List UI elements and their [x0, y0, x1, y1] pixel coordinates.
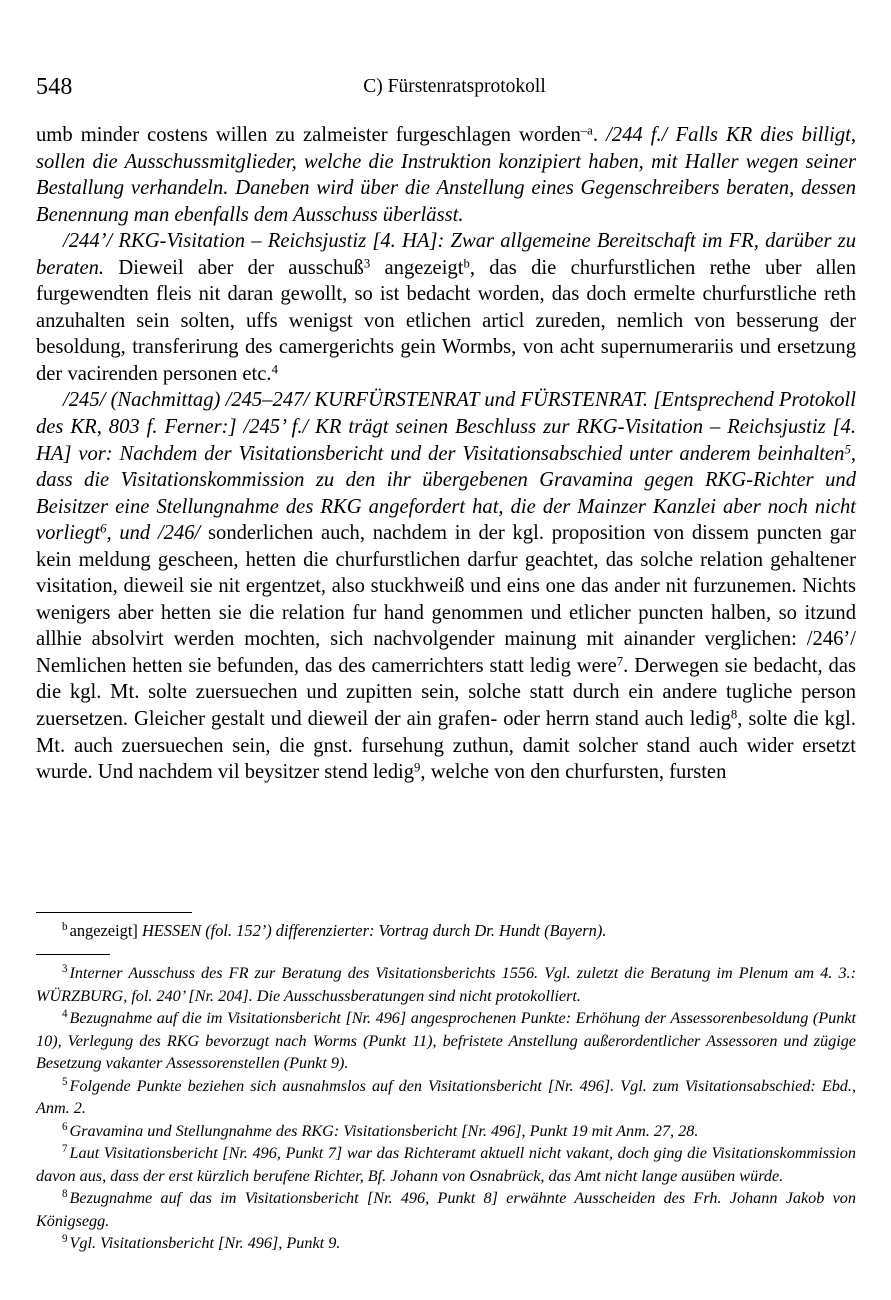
apparatus-note-marker: b: [62, 921, 68, 934]
footnote: $^8$ Bezugnahme auf das im Visitationsbericht [Nr. 496, Punkt 8] erwähnte Ausscheiden des Frh. Johann Jakob von Königsegg.: [36, 1188, 856, 1230]
footnote-marker: 8: [62, 1188, 68, 1201]
footnote-marker: 3: [62, 963, 68, 976]
running-head: [36, 74, 855, 100]
page-number: 548: [36, 74, 73, 100]
footnote: $^6$ Gravamina und Stellungnahme des RKG: Visitationsbericht [Nr. 496], Punkt 19 mit Anm. 27, 28.: [62, 1120, 699, 1140]
running-title: C) Fürstenratsprotokoll: [363, 76, 546, 97]
body-text: [36, 122, 856, 786]
footnote: $^5$ Folgende Punkte beziehen sich ausnahmslos auf den Visitationsbericht [Nr. 496]. Vgl. zum Visitationsabschied: Ebd., Anm. 2.: [36, 1075, 856, 1117]
footnote: $^3$ Interner Ausschuss des FR zur Beratung des Visitationsberichts 1556. Vgl. zuletzt die Beratung im Plenum am 4. 3.: WÜRZBURG, fol. 240’ [Nr. 204]. Die Ausschussberatungen sind nicht protokolliert.: [36, 963, 856, 1005]
footnotes-list: [36, 962, 856, 1255]
footnote-marker: 6: [62, 1120, 68, 1133]
footnotes-block: [36, 954, 856, 1255]
body-paragraph: umb minder costens willen zu zalmeister furgeschlagen worden$^{-a}$. /244 f./ Falls KR dies billigt, sollen die Ausschussmitglieder, welche die Instruktion konzipiert haben, mit Haller wegen seiner Bestallung verhandeln. Daneben wird über die Anstellung eines Gegenschreibers beraten, dessen Benennung man ebenfalls dem Ausschuss überlässt.: [36, 123, 856, 226]
apparatus-notes-list: [36, 920, 856, 942]
body-paragraph: /244’/ RKG-Visitation – Reichsjustiz [4. HA]: Zwar allgemeine Bereitschaft im FR, darüber zu beraten. Dieweil aber der ausschuß$^3$ angezeigt$^b$, das die churfurstlichen rethe uber allen furgewendten fleis nit daran gewollt, so ist bedacht worden, das doch ermelte churfurstliche reth anzuhalten sein solten, uffs wenigst von etlichen articl zureden, nemlich von besserung der besoldung, transferirung des camergerichts gein Wormbs, von acht supernumerariis und ersetzung der vacirenden personen etc.$^4$: [36, 230, 856, 385]
apparatus-note: $^b$ angezeigt] HESSEN (fol. 152’) differenzierter: Vortrag durch Dr. Hundt (Bayern).: [62, 921, 607, 940]
apparatus-rule: [36, 912, 192, 913]
footnote-marker: 9: [62, 1233, 68, 1246]
footnote-marker: 7: [62, 1143, 68, 1156]
footnote: $^4$ Bezugnahme auf die im Visitationsbericht [Nr. 496] angesprochenen Punkte: Erhöhung der Assessorenbesoldung (Punkt 10), Verlegung des RKG bevorzugt nach Worms (Punkt 11), befristete Anstellung außerordentlicher Assessoren und zügige Besetzung vakanter Assessorenstellen (Punkt 9).: [36, 1008, 856, 1072]
footnote-marker: 5: [62, 1075, 68, 1088]
footnote-rule: [36, 954, 110, 955]
apparatus-notes-block: [36, 912, 856, 942]
body-paragraph: /245/ (Nachmittag) /245–247/ KURFÜRSTENRAT und FÜRSTENRAT. [Entsprechend Protokoll des KR, 803 f. Ferner:] /245’ f./ KR trägt seinen Beschluss zur RKG-Visitation – Reichsjustiz [4. HA] vor: Nachdem der Visitationsbericht und der Visitationsabschied unter anderem beinhalten$^5$, dass die Visitationskommission zu den ihr übergebenen Gravamina gegen RKG-Richter und Beisitzer eine Stellungnahme des RKG angefordert hat, die der Mainzer Kanzlei aber noch nicht vorliegt$^6$, und /246/ sonderlichen auch, nachdem in der kgl. proposition von dissem puncten gar kein meldung gescheen, hetten die churfurstlichen darfur geachtet, das solche relation gehaltener visitation, dieweil sie nit ergentzet, also stuckhweiß und eins one das ander nit furzunemen. Nichts wenigers aber hetten sie die relation fur hand genommen und etlicher puncten halben, so itzund allhie absolvirt werden mochten, sich nachvolgender mainung mit ainander verglichen: /246’/ Nemlichen hetten sie befunden, das des camerrichters statt ledig were$^7$. Derwegen sie bedacht, das die kgl. Mt. solte zuersuechen und zupitten sein, solche statt durch ein andere tugliche person zuersetzen. Gleicher gestalt und dieweil der ain grafen- oder herrn stand auch ledig$^8$, solte die kgl. Mt. auch zuersuechen sein, die gnst. fursehung zuthun, damit solcher stand auch wider ersetzt wurde. Und nachdem vil beysitzer stend ledig$^9$, welche von den churfursten, fursten: [36, 389, 856, 784]
footnote: $^7$ Laut Visitationsbericht [Nr. 496, Punkt 7] war das Richteramt aktuell nicht vakant, doch ging die Visitationskommission davon aus, dass der erst kürzlich berufene Richter, Bf. Johann von Osnabrück, das Amt nicht lange ausüben würde.: [36, 1143, 856, 1185]
footnote: $^9$ Vgl. Visitationsbericht [Nr. 496], Punkt 9.: [62, 1233, 341, 1252]
footnote-marker: 4: [62, 1008, 68, 1021]
